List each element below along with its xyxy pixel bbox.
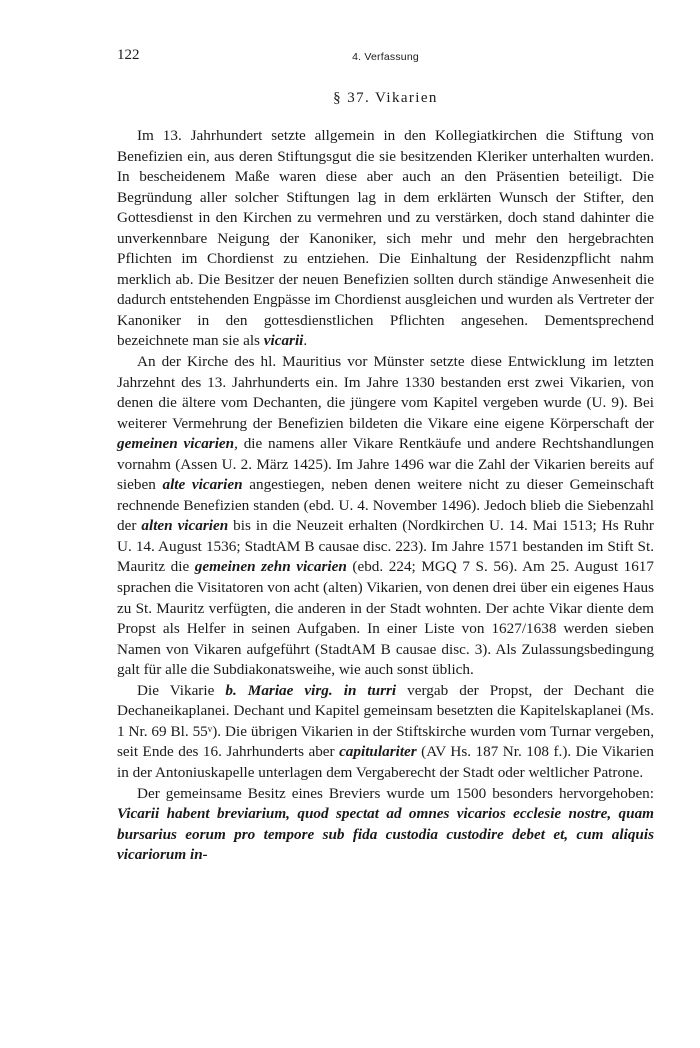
text-run: vergab der Propst, der Dechant die Dechaneikaplanei. Dechant und Kapitel gemeinsam besetzten die Kapitelskaplanei (Ms. 1 Nr. 69 Bl. 55ᵛ). Die übrigen Vikarien in der Stiftskirche wurden vom Turnar vergeben, seit Ende des 16. Jahrhunderts aber [117,681,654,761]
text-run: (ebd. 224; MGQ 7 S. 56). Am 25. August 1617 sprachen die Visitatoren von acht (alten) Vikarien, von denen drei über ein eigenes Haus zu St. Mauritz verfügten, die anderen in der Stadt wohnten. Der achte Vikar diente dem Propst als Helfer in seinen Aufgaben. In einer Liste von 1627/1638 werden sieben Namen von Vikaren aufgeführt (StadtAM B causae disc. 3). Als Zulassungsbedingung galt für alle die Subdiakonatsweihe, wie auch sonst üblich. [117,558,654,679]
page-header [117,47,654,69]
paragraph [117,784,654,866]
italic-phrase: capitulariter [339,743,417,761]
text-run: bis in die Neuzeit erhalten (Nordkirchen U. 14. Mai 1513; Hs Ruhr U. 14. August 1536; StadtAM B causae disc. 223). Im Jahre 1571 bestanden im Stift St. Mauritz die [117,517,654,576]
paragraph [117,352,654,681]
italic-phrase: gemeinen zehn vicarien [194,558,347,576]
section-heading: § 37. Vikarien [333,90,438,106]
italic-phrase: gemeinen vicarien [117,435,235,453]
text-run: Im 13. Jahrhundert setzte allgemein in den Kollegiatkirchen die Stiftung von Benefizien ein, aus deren Stiftungsgut die sie besitzenden Kleriker unterhalten wurden. In bescheidenem Maße waren diese aber auch an den Präsentien beteiligt. Die Begründung aller solcher Stiftungen lag in dem erklärten Wunsch der Stifter, den Gottesdienst in den Kirchen zu vermehren und zu verstärken, doch stand dahinter die unverkennbare Neigung der Kanoniker, sich mehr und mehr den hergebrachten Pflichten im Chordienst zu entziehen. Die Einhaltung der Residenzpflicht nahm merklich ab. Die Besitzer der neuen Benefizien sollten durch ständige Anwesenheit die dadurch entstehenden Engpässe im Chordienst ausgleichen und wurden als Vertreter der Kanoniker in den gottesdienstlichen Pflichten angesehen. Dementsprechend bezeichnete man sie als [117,127,654,350]
italic-phrase: Vicarii habent breviarium, quod spectat ad omnes vicarios ecclesie nostre, quam bursarius eorum pro tempore sub fida custodia custodire debet et, cum aliquis vicariorum in- [117,805,654,864]
italic-phrase: b. Mariae virg. in turri [225,681,397,699]
text-run: (AV Hs. 187 Nr. 108 f.). Die Vikarien in der Antoniuskapelle unterlagen dem Vergaberecht der Stadt oder weltlicher Patrone. [117,743,654,781]
body-text [117,126,654,866]
italic-phrase: alten vicarien [141,517,229,535]
text-run: Der gemeinsame Besitz eines Breviers wurde um 1500 besonders hervorgehoben: [137,784,654,802]
text-run: An der Kirche des hl. Mauritius vor Münster setzte diese Entwicklung im letzten Jahrzehnt des 13. Jahrhunderts ein. Im Jahre 1330 bestanden erst zwei Vikarien, von denen die ältere vom Dechanten, die jüngere vom Kapitel vergeben wurde (U. 9). Bei weiterer Vermehrung der Benefizien bildeten die Vikare eine eigene Körperschaft der [117,353,654,432]
text-run: Die Vikarie [137,681,226,699]
italic-phrase: alte vicarien [162,476,243,494]
paragraph [117,681,654,784]
paragraph [117,126,654,352]
text-run: angestiegen, neben denen weitere nicht zu dieser Gemeinschaft rechnende Benefizien standen (ebd. U. 4. November 1496). Jedoch blieb die Siebenzahl der [117,476,654,535]
page-number: 122 [117,47,140,63]
text-run: . [303,332,308,350]
text-run: , die namens aller Vikare Rentkäufe und andere Rechtshandlungen vornahm (Assen U. 2. März 1425). Im Jahre 1496 war die Zahl der Vikarien bereits auf sieben [117,435,654,494]
running-title: 4. Verfassung [352,51,419,63]
italic-phrase: vicarii [263,332,304,350]
